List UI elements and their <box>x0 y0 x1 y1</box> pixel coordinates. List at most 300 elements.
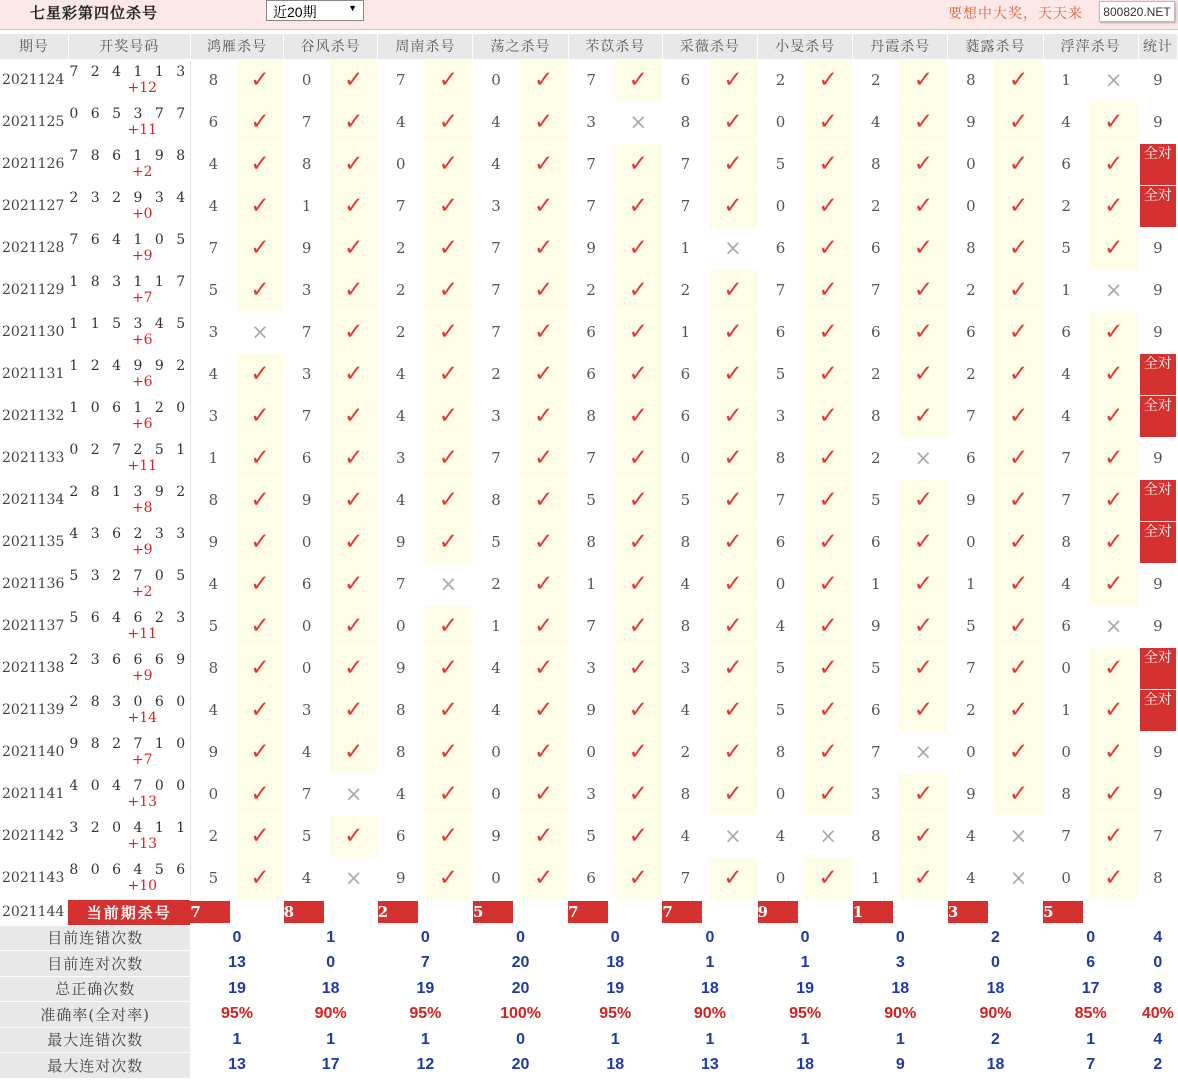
check-icon: ✓ <box>913 66 933 93</box>
period-cell: 2021140 <box>0 731 68 773</box>
draw-digits: 2 3 6 6 6 9 <box>69 652 190 668</box>
result-cell <box>1089 815 1138 857</box>
kill-number: 2 <box>473 563 519 605</box>
kill-number: 6 <box>284 563 330 605</box>
kill-number: 8 <box>948 227 994 269</box>
kill-number: 2 <box>948 689 994 731</box>
result-cell <box>519 689 568 731</box>
result-cell <box>330 689 378 731</box>
check-icon: ✓ <box>1104 654 1124 681</box>
result-cell <box>994 143 1043 185</box>
stat-cell <box>1138 185 1177 227</box>
draw-digits: 1 0 6 1 2 0 <box>69 400 190 416</box>
kill-number: 8 <box>948 59 994 101</box>
result-cell <box>330 773 378 815</box>
check-icon: ✓ <box>913 822 933 849</box>
kill-number: 0 <box>190 773 236 815</box>
result-cell <box>1089 689 1138 731</box>
kill-number: 4 <box>473 689 519 731</box>
check-icon: ✓ <box>1008 192 1029 219</box>
check-icon: ✓ <box>344 276 364 303</box>
kill-number: 3 <box>190 311 236 353</box>
result-cell <box>424 605 473 647</box>
stat-cell: 9 <box>1138 563 1177 605</box>
stat-value: 0 <box>853 925 948 951</box>
check-icon: ✓ <box>438 780 459 807</box>
check-icon: ✓ <box>1104 738 1124 765</box>
result-cell <box>236 101 283 143</box>
result-cell <box>1089 395 1138 437</box>
check-icon: ✓ <box>438 66 459 93</box>
kill-number: 2 <box>758 59 804 101</box>
check-icon: ✓ <box>818 486 838 513</box>
result-cell <box>804 437 853 479</box>
stat-value: 9 <box>853 1053 948 1079</box>
kill-number: 4 <box>758 815 804 857</box>
check-icon: ✓ <box>913 276 933 303</box>
check-icon: ✓ <box>913 654 933 681</box>
stat-value: 18 <box>948 976 1043 1002</box>
kill-number: 5 <box>948 605 994 647</box>
cross-icon: × <box>724 235 742 260</box>
kill-number: 7 <box>378 185 424 227</box>
check-icon: ✓ <box>628 276 648 303</box>
stat-value: 90% <box>662 1002 757 1028</box>
kill-number: 0 <box>948 185 994 227</box>
check-icon: ✓ <box>533 528 554 555</box>
kill-number: 6 <box>1043 311 1089 353</box>
stat-cell <box>1138 395 1177 437</box>
stat-value: 20 <box>473 951 568 977</box>
check-icon: ✓ <box>818 318 838 345</box>
stat-cell: 9 <box>1138 437 1177 479</box>
site-badge[interactable]: 800820.NET <box>1099 1 1175 22</box>
stat-value: 19 <box>568 976 662 1002</box>
check-icon: ✓ <box>533 276 554 303</box>
check-icon: ✓ <box>438 444 459 471</box>
result-cell <box>614 605 662 647</box>
result-cell <box>424 395 473 437</box>
result-cell <box>236 815 283 857</box>
kill-number: 0 <box>284 605 330 647</box>
kill-number: 4 <box>190 689 236 731</box>
result-cell <box>899 731 948 773</box>
result-cell <box>614 731 662 773</box>
kill-number: 0 <box>473 857 519 899</box>
kill-number: 7 <box>284 395 330 437</box>
result-cell <box>899 605 948 647</box>
result-cell <box>236 731 283 773</box>
stat-cell <box>1138 647 1177 689</box>
result-cell <box>899 647 948 689</box>
stat-cell: 9 <box>1138 311 1177 353</box>
check-icon: ✓ <box>533 318 554 345</box>
stat-value: 7 <box>378 951 473 977</box>
kill-number: 3 <box>473 395 519 437</box>
kill-number: 7 <box>568 185 614 227</box>
table-row <box>0 605 1178 647</box>
kill-number: 4 <box>1043 353 1089 395</box>
current-kill-cell <box>1043 899 1138 925</box>
result-cell <box>1089 731 1138 773</box>
kill-number: 8 <box>190 647 236 689</box>
stat-value: 8 <box>1138 976 1177 1002</box>
check-icon: ✓ <box>438 192 459 219</box>
check-icon: ✓ <box>818 66 838 93</box>
kill-number: 7 <box>662 185 708 227</box>
result-cell <box>899 773 948 815</box>
kill-number: 7 <box>853 731 899 773</box>
kill-number: 4 <box>948 815 994 857</box>
draw-digits: 9 8 2 7 1 0 <box>69 736 190 752</box>
result-cell <box>1089 59 1138 101</box>
check-icon: ✓ <box>250 150 270 177</box>
check-icon: ✓ <box>344 822 364 849</box>
kill-number: 8 <box>378 689 424 731</box>
check-icon: ✓ <box>533 738 554 765</box>
kill-number: 7 <box>568 605 614 647</box>
check-icon: ✓ <box>913 864 933 891</box>
kill-number: 6 <box>1043 605 1089 647</box>
kill-number: 7 <box>853 269 899 311</box>
stat-value: 90% <box>948 1002 1043 1028</box>
result-cell <box>994 395 1043 437</box>
period-cell: 2021126 <box>0 143 68 185</box>
stat-value: 13 <box>190 1053 283 1079</box>
result-cell <box>1089 227 1138 269</box>
period-cell: 2021139 <box>0 689 68 731</box>
result-cell <box>899 353 948 395</box>
kill-number: 7 <box>568 59 614 101</box>
result-cell <box>708 689 757 731</box>
result-cell <box>708 227 757 269</box>
kill-number-table <box>0 34 1178 1079</box>
check-icon: ✓ <box>533 444 554 471</box>
kill-number: 7 <box>190 227 236 269</box>
kill-number: 1 <box>853 857 899 899</box>
stat-value: 0 <box>568 925 662 951</box>
check-icon: ✓ <box>1008 738 1029 765</box>
all-correct-badge: 全对 <box>1140 648 1176 689</box>
draw-digits: 2 3 2 9 3 4 <box>69 190 190 206</box>
result-cell <box>519 227 568 269</box>
current-period: 2021144 <box>0 899 68 925</box>
kill-number: 6 <box>568 311 614 353</box>
table-row <box>0 185 1178 227</box>
result-cell <box>899 563 948 605</box>
stat-value: 0 <box>378 925 473 951</box>
check-icon: ✓ <box>1104 318 1124 345</box>
result-cell <box>804 857 853 899</box>
check-icon: ✓ <box>628 150 648 177</box>
top-bar <box>0 0 1178 30</box>
kill-number: 9 <box>568 227 614 269</box>
stat-value: 18 <box>568 1053 662 1079</box>
result-cell <box>899 857 948 899</box>
result-cell <box>994 311 1043 353</box>
check-icon: ✓ <box>533 864 554 891</box>
result-cell <box>330 269 378 311</box>
result-cell <box>424 143 473 185</box>
col-expert-9: 浮萍杀号 <box>1043 34 1138 59</box>
check-icon: ✓ <box>1104 402 1124 429</box>
stat-row <box>0 976 1178 1002</box>
stat-value: 18 <box>284 976 378 1002</box>
check-icon: ✓ <box>533 234 554 261</box>
result-cell <box>330 395 378 437</box>
stat-value: 1 <box>758 951 853 977</box>
check-icon: ✓ <box>723 486 743 513</box>
result-cell <box>614 59 662 101</box>
kill-number: 2 <box>1043 185 1089 227</box>
result-cell <box>899 479 948 521</box>
period-cell: 2021127 <box>0 185 68 227</box>
check-icon: ✓ <box>438 318 459 345</box>
kill-number: 4 <box>190 185 236 227</box>
check-icon: ✓ <box>438 276 459 303</box>
check-icon: ✓ <box>250 486 270 513</box>
kill-number: 2 <box>662 269 708 311</box>
draw-cell <box>68 647 190 689</box>
result-cell <box>424 689 473 731</box>
period-cell: 2021143 <box>0 857 68 899</box>
kill-number: 4 <box>473 101 519 143</box>
stat-value: 0 <box>284 951 378 977</box>
check-icon: ✓ <box>723 402 743 429</box>
check-icon: ✓ <box>818 402 838 429</box>
stat-value: 0 <box>758 925 853 951</box>
chevron-down-icon: ▼ <box>348 3 357 13</box>
stat-value: 100% <box>473 1002 568 1028</box>
kill-number: 7 <box>473 437 519 479</box>
result-cell <box>804 395 853 437</box>
current-kill-cell <box>568 899 662 925</box>
result-cell <box>614 437 662 479</box>
period-cell: 2021129 <box>0 269 68 311</box>
check-icon: ✓ <box>1008 612 1029 639</box>
check-icon: ✓ <box>533 66 554 93</box>
kill-number: 7 <box>473 311 519 353</box>
stat-value: 12 <box>378 1053 473 1079</box>
check-icon: ✓ <box>818 612 838 639</box>
kill-number: 6 <box>568 857 614 899</box>
result-cell <box>994 227 1043 269</box>
kill-number: 1 <box>568 563 614 605</box>
stat-value: 2 <box>948 925 1043 951</box>
all-correct-badge: 全对 <box>1140 690 1176 731</box>
check-icon: ✓ <box>344 654 364 681</box>
col-expert-2: 周南杀号 <box>378 34 473 59</box>
kill-number: 6 <box>758 311 804 353</box>
stat-value: 20 <box>473 1053 568 1079</box>
check-icon: ✓ <box>723 780 743 807</box>
table-row <box>0 59 1178 101</box>
check-icon: ✓ <box>1008 780 1029 807</box>
stat-cell: 9 <box>1138 605 1177 647</box>
table-header <box>0 34 1178 59</box>
stat-value: 0 <box>948 951 1043 977</box>
result-cell <box>236 353 283 395</box>
check-icon: ✓ <box>818 150 838 177</box>
kill-number: 1 <box>1043 59 1089 101</box>
result-cell <box>804 269 853 311</box>
check-icon: ✓ <box>344 696 364 723</box>
kill-number: 8 <box>662 605 708 647</box>
stat-value: 85% <box>1043 1002 1138 1028</box>
kill-number: 4 <box>190 563 236 605</box>
stat-value: 18 <box>758 1053 853 1079</box>
check-icon: ✓ <box>723 66 743 93</box>
check-icon: ✓ <box>438 738 459 765</box>
kill-number: 0 <box>948 143 994 185</box>
result-cell <box>708 647 757 689</box>
kill-number: 6 <box>758 227 804 269</box>
result-cell <box>804 479 853 521</box>
check-icon: ✓ <box>250 612 270 639</box>
kill-number: 0 <box>758 563 804 605</box>
current-kill-cell <box>378 899 473 925</box>
check-icon: ✓ <box>533 360 554 387</box>
check-icon: ✓ <box>1104 528 1124 555</box>
current-kill-number: 9 <box>758 901 798 923</box>
cross-icon: × <box>724 823 742 848</box>
kill-number: 2 <box>568 269 614 311</box>
table-row <box>0 731 1178 773</box>
col-stat: 统计 <box>1138 34 1177 59</box>
result-cell <box>424 857 473 899</box>
result-cell <box>519 185 568 227</box>
stat-value: 19 <box>758 976 853 1002</box>
cross-icon: × <box>1104 67 1123 92</box>
kill-number: 5 <box>758 143 804 185</box>
kill-number: 5 <box>662 479 708 521</box>
result-cell <box>899 521 948 563</box>
check-icon: ✓ <box>344 360 364 387</box>
draw-digits: 2 8 1 3 9 2 <box>69 484 190 500</box>
result-cell <box>424 269 473 311</box>
check-icon: ✓ <box>533 108 554 135</box>
result-cell <box>330 647 378 689</box>
result-cell <box>1089 311 1138 353</box>
result-cell <box>994 353 1043 395</box>
period-cell: 2021142 <box>0 815 68 857</box>
check-icon: ✓ <box>628 738 648 765</box>
stat-value: 17 <box>1043 976 1138 1002</box>
check-icon: ✓ <box>1008 360 1029 387</box>
kill-number: 0 <box>1043 647 1089 689</box>
current-kill-number: 5 <box>473 901 513 923</box>
result-cell <box>614 773 662 815</box>
check-icon: ✓ <box>250 780 270 807</box>
check-icon: ✓ <box>344 66 364 93</box>
check-icon: ✓ <box>723 738 743 765</box>
result-cell <box>236 521 283 563</box>
check-icon: ✓ <box>344 108 364 135</box>
result-cell <box>614 521 662 563</box>
result-cell <box>994 857 1043 899</box>
stat-value: 1 <box>568 1027 662 1053</box>
stat-value: 90% <box>284 1002 378 1028</box>
check-icon: ✓ <box>344 192 364 219</box>
result-cell <box>1089 563 1138 605</box>
kill-number: 4 <box>1043 563 1089 605</box>
result-cell <box>1089 647 1138 689</box>
result-cell <box>614 647 662 689</box>
result-cell <box>330 605 378 647</box>
result-cell <box>330 311 378 353</box>
cross-icon: × <box>1009 823 1028 848</box>
stat-label: 总正确次数 <box>0 976 190 1002</box>
stat-value: 90% <box>853 1002 948 1028</box>
kill-number: 5 <box>1043 227 1089 269</box>
current-stat <box>1138 899 1177 925</box>
result-cell <box>236 857 283 899</box>
current-kill-number: 3 <box>948 901 988 923</box>
kill-number: 5 <box>758 689 804 731</box>
result-cell <box>1089 185 1138 227</box>
check-icon: ✓ <box>1104 444 1124 471</box>
check-icon: ✓ <box>1008 696 1029 723</box>
kill-number: 9 <box>284 227 330 269</box>
kill-number: 5 <box>853 647 899 689</box>
kill-number: 8 <box>662 773 708 815</box>
kill-number: 2 <box>948 353 994 395</box>
check-icon: ✓ <box>1104 108 1124 135</box>
kill-number: 0 <box>284 59 330 101</box>
draw-sum: +6 <box>131 374 153 390</box>
check-icon: ✓ <box>913 192 933 219</box>
result-cell <box>519 479 568 521</box>
stat-value: 95% <box>378 1002 473 1028</box>
kill-number: 7 <box>1043 437 1089 479</box>
check-icon: ✓ <box>818 570 838 597</box>
result-cell <box>899 59 948 101</box>
kill-number: 4 <box>948 857 994 899</box>
kill-number: 3 <box>568 773 614 815</box>
result-cell <box>519 101 568 143</box>
period-range-select[interactable] <box>266 0 364 21</box>
kill-number: 4 <box>758 605 804 647</box>
cross-icon: × <box>1009 865 1028 890</box>
kill-number: 6 <box>378 815 424 857</box>
draw-cell <box>68 227 190 269</box>
result-cell <box>804 59 853 101</box>
table-row <box>0 311 1178 353</box>
kill-number: 5 <box>473 521 519 563</box>
kill-number: 6 <box>662 395 708 437</box>
result-cell <box>236 563 283 605</box>
draw-digits: 0 6 5 3 7 7 <box>69 106 190 122</box>
check-icon: ✓ <box>533 822 554 849</box>
check-icon: ✓ <box>628 192 648 219</box>
kill-number: 2 <box>948 269 994 311</box>
draw-cell <box>68 521 190 563</box>
draw-sum: +7 <box>131 752 153 768</box>
check-icon: ✓ <box>1008 150 1029 177</box>
kill-number: 3 <box>568 101 614 143</box>
kill-number: 4 <box>378 395 424 437</box>
kill-number: 9 <box>473 815 519 857</box>
result-cell <box>330 353 378 395</box>
check-icon: ✓ <box>1104 696 1124 723</box>
check-icon: ✓ <box>818 738 838 765</box>
check-icon: ✓ <box>1104 486 1124 513</box>
result-cell <box>899 227 948 269</box>
result-cell <box>424 563 473 605</box>
kill-number: 9 <box>378 521 424 563</box>
kill-number: 5 <box>758 647 804 689</box>
period-cell: 2021128 <box>0 227 68 269</box>
